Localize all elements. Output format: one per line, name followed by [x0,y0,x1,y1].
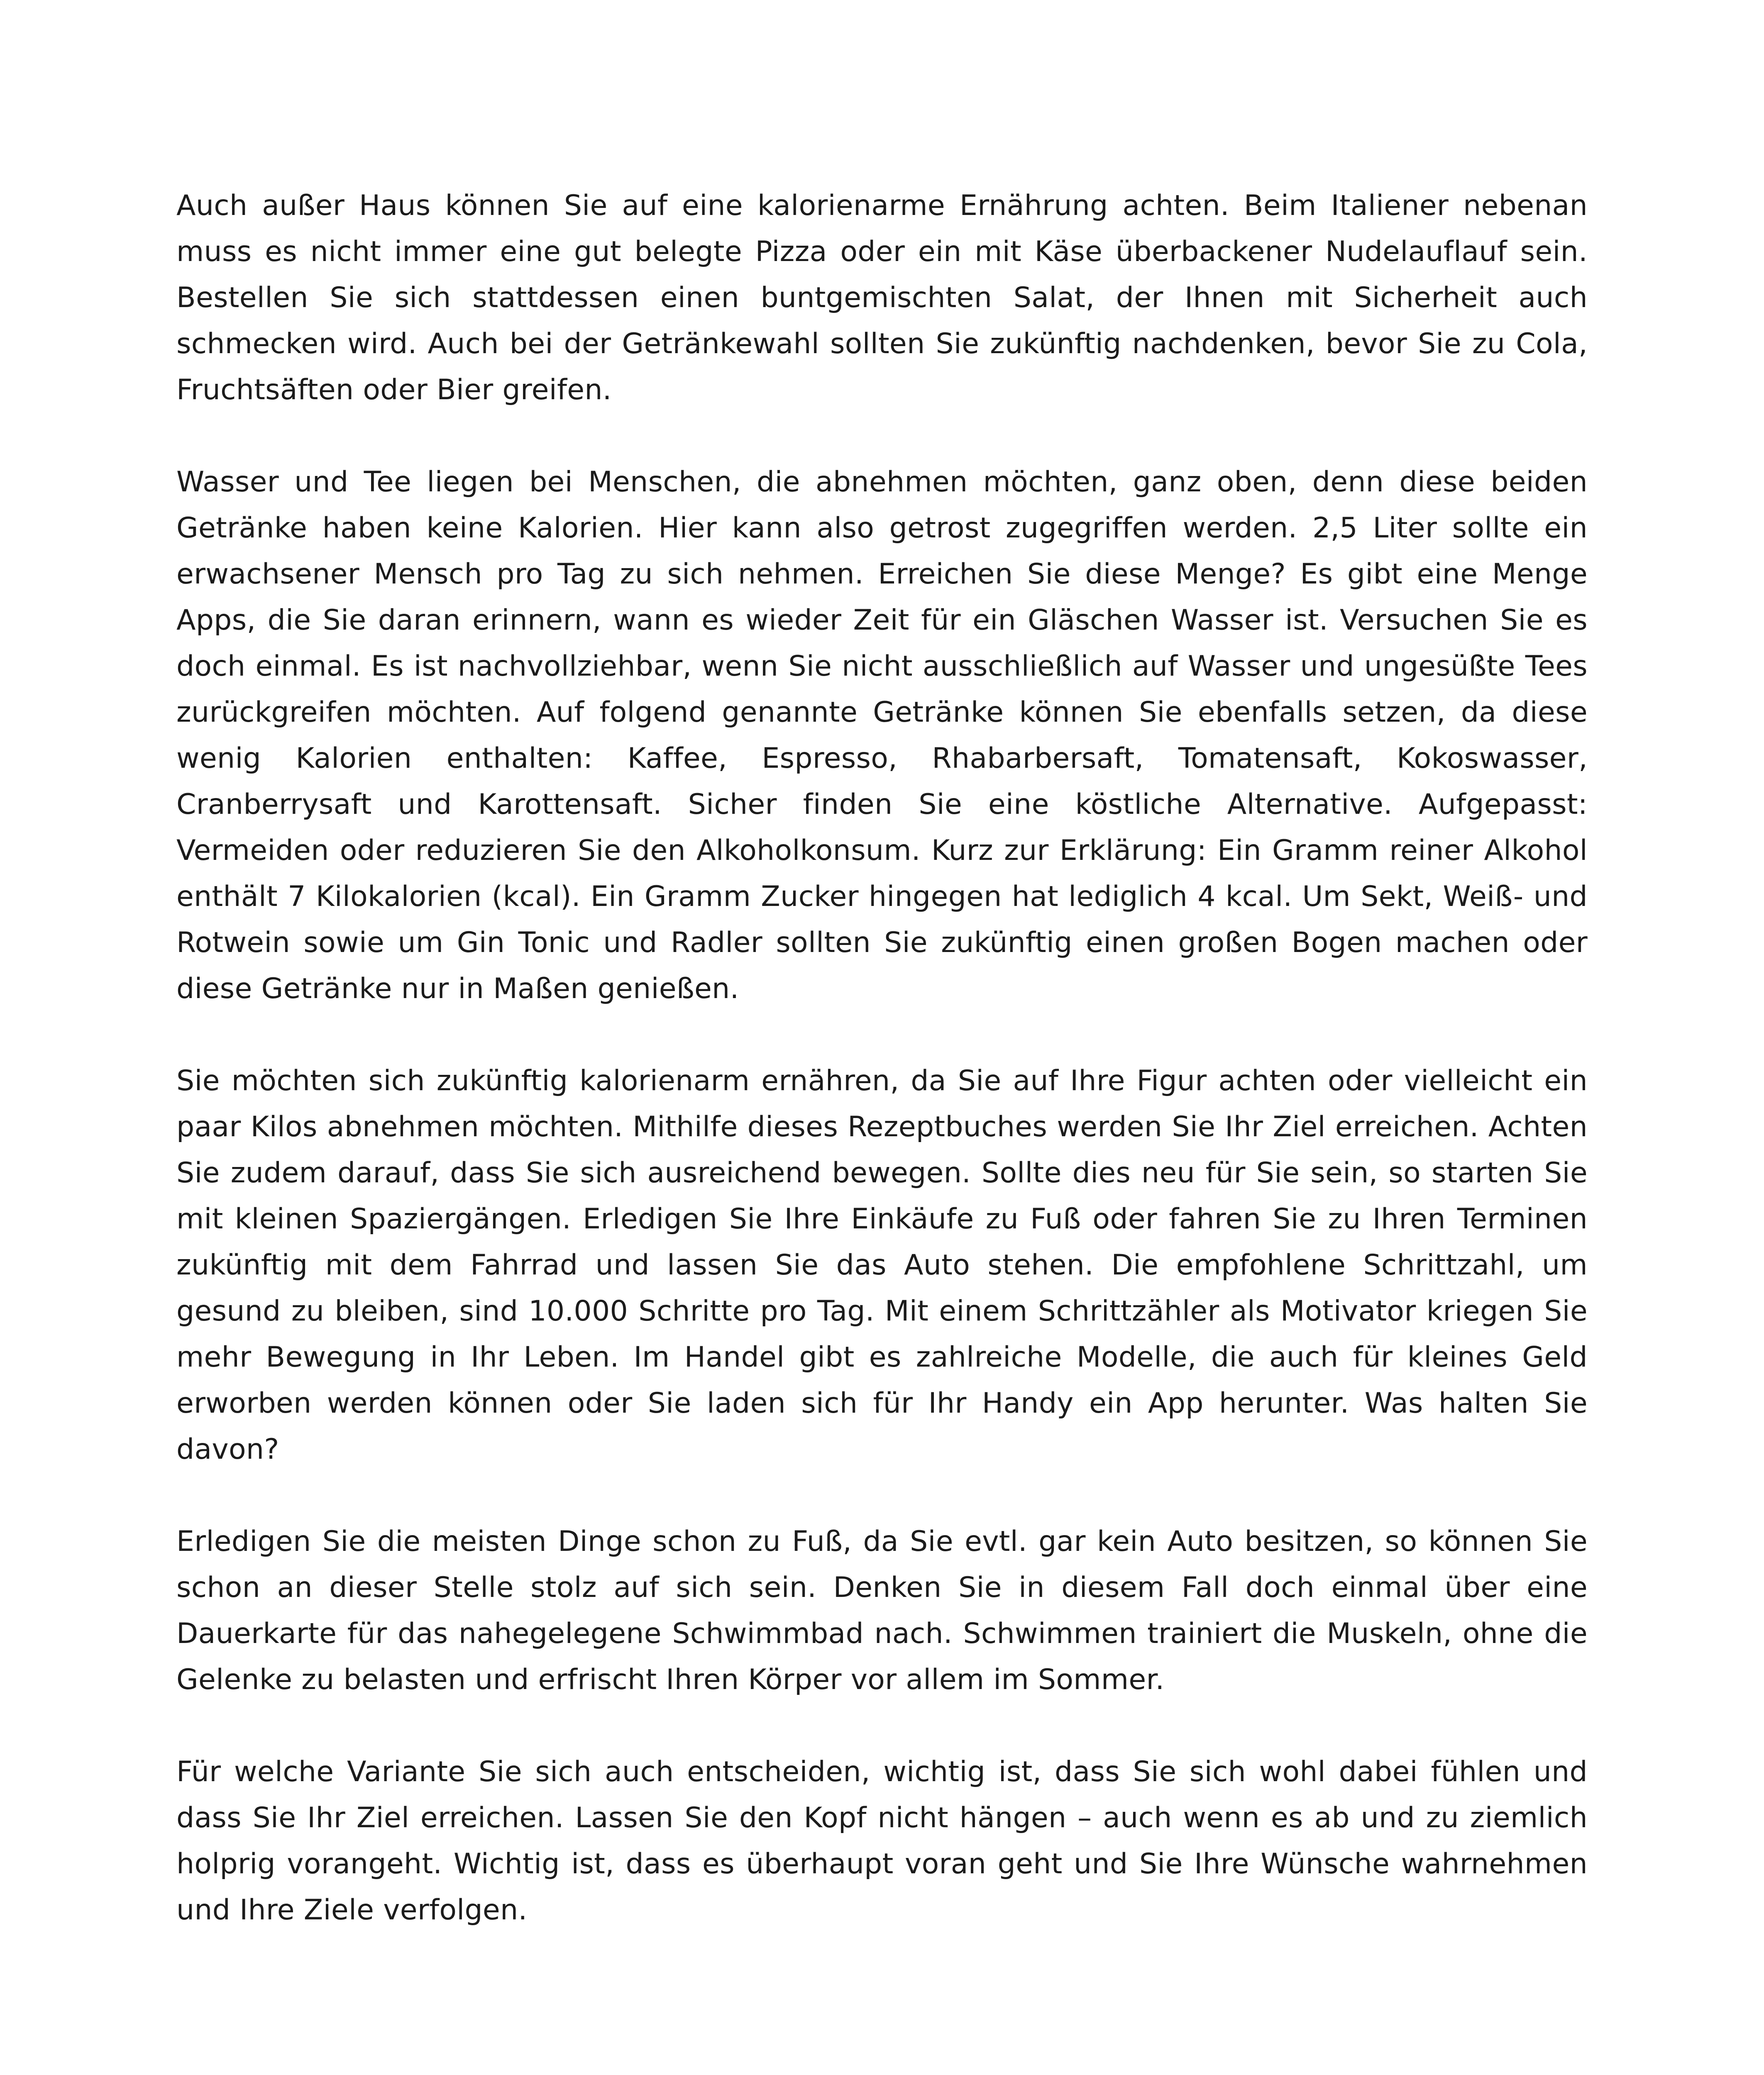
paragraph-conclusion: Für welche Variante Sie sich auch entscheiden, wichtig ist, dass Sie sich wohl dabei fühlen und dass Sie Ihr Ziel erreichen. Lassen Sie den Kopf nicht hängen – auch wenn es ab und zu ziemlich holprig vorangeht. Wichtig ist, dass es überhaupt voran geht und Sie Ihre Wünsche wahrnehmen und Ihre Ziele verfolgen. [176,1755,1588,1926]
paragraph-swimming: Erledigen Sie die meisten Dinge schon zu Fuß, da Sie evtl. gar kein Auto besitzen, so können Sie schon an dieser Stelle stolz auf sich sein. Denken Sie in diesem Fall doch einmal über eine Dauerkarte für das nahegelegene Schwimmbad nach. Schwimmen trainiert die Muskeln, ohne die Gelenke zu belasten und erfrischt Ihren Körper vor allem im Sommer. [176,1525,1588,1696]
page-body [176,183,1588,1979]
paragraph-eating-out: Auch außer Haus können Sie auf eine kalorienarme Ernährung achten. Beim Italiener nebenan muss es nicht immer eine gut belegte Pizza oder ein mit Käse überbackener Nudelauflauf sein. Bestellen Sie sich stattdessen einen buntgemischten Salat, der Ihnen mit Sicherheit auch schmecken wird. Auch bei der Getränkewahl sollten Sie zukünftig nachdenken, bevor Sie zu Cola, Fruchtsäften oder Bier greifen. [176,189,1588,406]
paragraph-exercise: Sie möchten sich zukünftig kalorienarm ernähren, da Sie auf Ihre Figur achten oder vielleicht ein paar Kilos abnehmen möchten. Mithilfe dieses Rezeptbuches werden Sie Ihr Ziel erreichen. Achten Sie zudem darauf, dass Sie sich ausreichend bewegen. Sollte dies neu für Sie sein, so starten Sie mit kleinen Spaziergängen. Erledigen Sie Ihre Einkäufe zu Fuß oder fahren Sie zu Ihren Terminen zukünftig mit dem Fahrrad und lassen Sie das Auto stehen. Die empfohlene Schrittzahl, um gesund zu bleiben, sind 10.000 Schritte pro Tag. Mit einem Schrittzähler als Motivator kriegen Sie mehr Bewegung in Ihr Leben. Im Handel gibt es zahlreiche Modelle, die auch für kleines Geld erworben werden können oder Sie laden sich für Ihr Handy ein App herunter. Was halten Sie davon? [176,1064,1588,1466]
paragraph-drinks: Wasser und Tee liegen bei Menschen, die abnehmen möchten, ganz oben, denn diese beiden Getränke haben keine Kalorien. Hier kann also getrost zugegriffen werden. 2,5 Liter sollte ein erwachsener Mensch pro Tag zu sich nehmen. Erreichen Sie diese Menge? Es gibt eine Menge Apps, die Sie daran erinnern, wann es wieder Zeit für ein Gläschen Wasser ist. Versuchen Sie es doch einmal. Es ist nachvollziehbar, wenn Sie nicht ausschließlich auf Wasser und ungesüßte Tees zurückgreifen möchten. Auf folgend genannte Getränke können Sie ebenfalls setzen, da diese wenig Kalorien enthalten: Kaffee, Espresso, Rhabarbersaft, Tomatensaft, Kokoswasser, Cranberrysaft und Karottensaft. Sicher finden Sie eine köstliche Alternative. Aufgepasst: Vermeiden oder reduzieren Sie den Alkoholkonsum. Kurz zur Erklärung: Ein Gramm reiner Alkohol enthält 7 Kilokalorien (kcal). Ein Gramm Zucker hingegen hat lediglich 4 kcal. Um Sekt, Weiß- und Rotwein sowie um Gin Tonic und Radler sollten Sie zukünftig einen großen Bogen machen oder diese Getränke nur in Maßen genießen. [176,466,1588,1005]
